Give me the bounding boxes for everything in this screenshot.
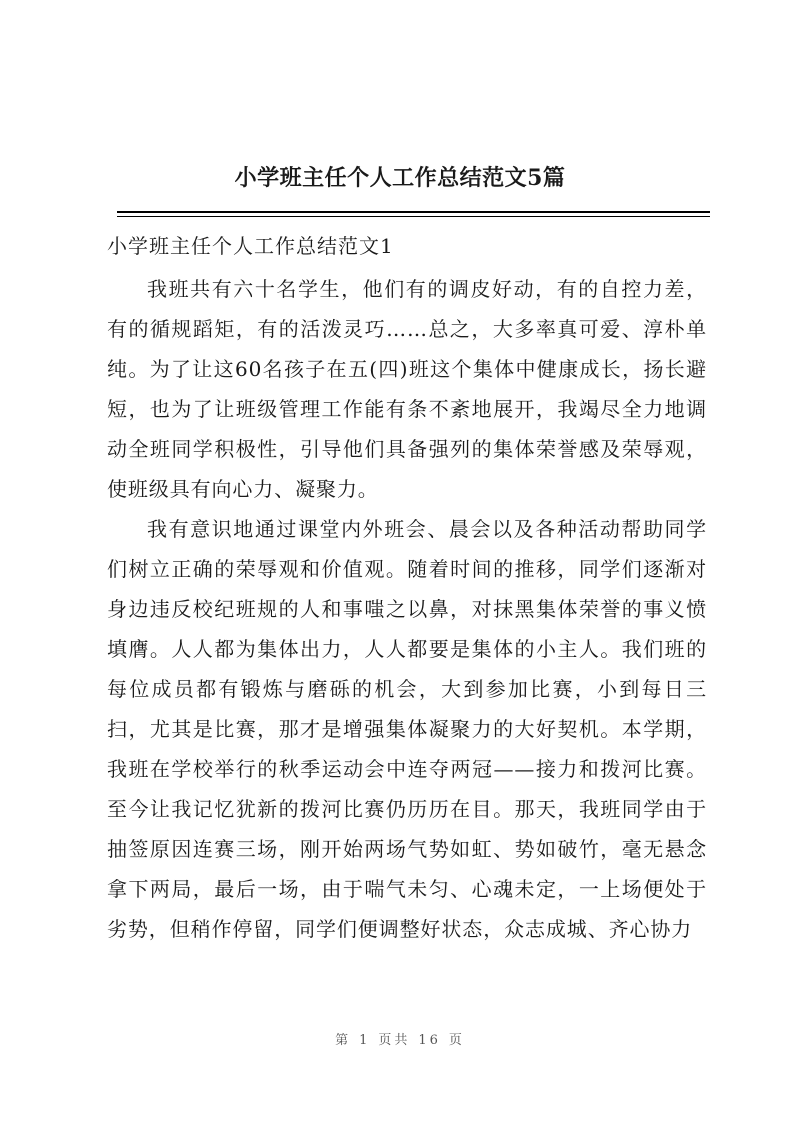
paragraph: 我班共有六十名学生，他们有的调皮好动，有的自控力差，有的循规蹈矩，有的活泼灵巧……总之，大多率真可爱、淳朴单纯。为了让这60名孩子在五(四)班这个集体中健康成长，扬长避短，也为了让班级管理工作能有条不紊地展开，我竭尽全力地调动全班同学积极性，引导他们具备强列的集体荣誉感及荣辱观，使班级具有向心力、凝聚力。: [107, 277, 707, 501]
section-heading: 小学班主任个人工作总结范文1: [107, 234, 394, 258]
title-underline-thick: [117, 211, 710, 213]
body-text: [107, 269, 707, 949]
footer-page-number: 1: [359, 1033, 371, 1048]
document-title: 小学班主任个人工作总结范文5篇: [234, 165, 566, 191]
footer-suffix: 页: [448, 1033, 465, 1048]
footer-prefix: 第: [335, 1033, 352, 1048]
page-footer: [0, 1032, 800, 1050]
footer-middle: 页共: [378, 1033, 411, 1048]
paragraph: 我有意识地通过课堂内外班会、晨会以及各种活动帮助同学们树立正确的荣辱观和价值观。随着时间的推移，同学们逐渐对身边违反校纪班规的人和事嗤之以鼻，对抹黑集体荣誉的事义愤填膺。人人都为集体出力，人人都要是集体的小主人。我们班的每位成员都有锻炼与磨砾的机会，大到参加比赛，小到每日三扫，尤其是比赛，那才是增强集体凝聚力的大好契机。本学期，我班在学校举行的秋季运动会中连夺两冠——接力和拨河比赛。至今让我记忆犹新的拨河比赛仍历历在目。那天，我班同学由于抽签原因连赛三场，刚开始两场气势如虹、势如破竹，毫无悬念拿下两局，最后一场，由于喘气未匀、心魂未定，一上场便处于劣势，但稍作停留，同学们便调整好状态，众志成城、齐心协力: [107, 517, 707, 941]
footer-total-pages: 16: [418, 1033, 441, 1048]
title-underline-thin: [117, 216, 710, 217]
